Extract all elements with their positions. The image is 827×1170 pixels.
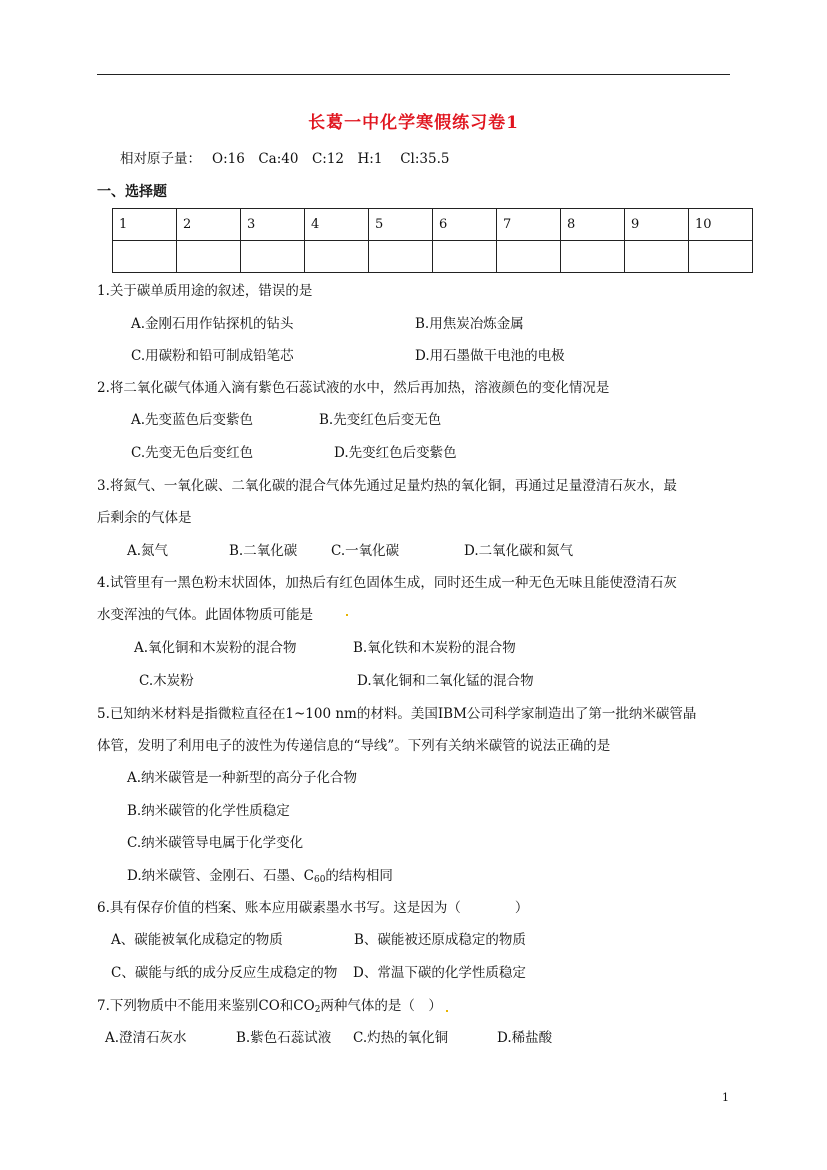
page-title: 长葛一中化学寒假练习卷1 [308,113,519,133]
q5-option-d-tail: 的结构相同 [325,868,393,884]
q5-option-b: B.纳米碳管的化学性质稳定 [127,803,290,819]
answer-cell[interactable] [241,241,305,273]
answer-number: 10 [689,209,753,241]
q4-stem-line1: 4.试管里有一黑色粉末状固体，加热后有红色固体生成，同时还生成一种无色无味且能使澄清石灰 [97,575,677,591]
stray-mark [346,614,348,616]
q7-option-d: D.稀盐酸 [497,1030,553,1046]
q7-option-a: A.澄清石灰水 [105,1030,187,1046]
q3-option-b: B.二氧化碳 [229,543,298,559]
q7-option-c: C.灼热的氧化铜 [353,1030,449,1046]
answer-cell[interactable] [369,241,433,273]
answer-cell[interactable] [305,241,369,273]
answer-cell[interactable] [497,241,561,273]
q6-option-d: D、常温下碳的化学性质稳定 [353,965,526,981]
q6-stem: 6.具有保存价值的档案、账本应用碳素墨水书写。这是因为（ ） [97,900,529,916]
answer-number: 7 [497,209,561,241]
answer-cell[interactable] [177,241,241,273]
q7-stem [97,996,442,1016]
atomic-mass-line: 相对原子量： O:16 Ca:40 C:12 H:1 Cl:35.5 [120,151,450,167]
q5-option-d-text: D.纳米碳管、金刚石、石墨、C [127,868,314,884]
q4-option-b: B.氧化铁和木炭粉的混合物 [353,640,516,656]
answer-table-number-row [113,209,753,241]
answer-cell[interactable] [561,241,625,273]
q3-stem-line1: 3.将氮气、一氧化碳、二氧化碳的混合气体先通过足量灼热的氧化铜，再通过足量澄清石灰水，最 [97,478,677,494]
q2-stem: 2.将二氧化碳气体通入滴有紫色石蕊试液的水中，然后再加热，溶液颜色的变化情况是 [97,380,610,396]
answer-table [112,208,753,273]
q7-stem-text: 7.下列物质中不能用来鉴别CO和CO [97,998,315,1014]
q4-stem-line2: 水变浑浊的气体。此固体物质可能是 [97,607,313,623]
q1-stem: 1.关于碳单质用途的叙述，错误的是 [97,283,313,299]
q1-option-c: C.用碳粉和铅可制成铅笔芯 [131,348,294,364]
q2-option-d: D.先变红色后变紫色 [334,445,457,461]
q3-option-c: C.一氧化碳 [331,543,400,559]
q5-option-a: A.纳米碳管是一种新型的高分子化合物 [127,770,358,786]
q1-option-a: A.金刚石用作钻探机的钻头 [131,316,294,332]
answer-number: 5 [369,209,433,241]
q7-stem-subscript: 2 [314,1005,321,1015]
q7-stem-tail: 两种气体的是（ ） [320,998,442,1014]
answer-number: 8 [561,209,625,241]
q5-stem-line1: 5.已知纳米材料是指微粒直径在1~100 nm的材料。美国IBM公司科学家制造出了第一批纳米碳管晶 [97,706,697,722]
section-heading: 一、选择题 [97,184,167,200]
stray-mark [446,1010,448,1012]
answer-cell[interactable] [113,241,177,273]
answer-table-blank-row [113,241,753,273]
answer-cell[interactable] [433,241,497,273]
page-number: 1 [722,1091,729,1104]
answer-number: 4 [305,209,369,241]
q6-option-c: C、碳能与纸的成分反应生成稳定的物 [111,965,338,981]
q5-option-d [127,866,393,886]
header-rule [97,74,730,75]
answer-cell[interactable] [689,241,753,273]
q2-option-c: C.先变无色后变红色 [131,445,254,461]
answer-number: 1 [113,209,177,241]
q3-option-a: A.氮气 [127,543,169,559]
answer-number: 2 [177,209,241,241]
q4-option-a: A.氧化铜和木炭粉的混合物 [134,640,297,656]
q7-option-b: B.紫色石蕊试液 [236,1030,332,1046]
q1-option-b: B.用焦炭冶炼金属 [415,316,524,332]
q2-option-b: B.先变红色后变无色 [319,412,442,428]
q3-stem-line2: 后剩余的气体是 [97,510,192,526]
q5-option-d-subscript: 60 [313,875,326,885]
answer-number: 3 [241,209,305,241]
q4-option-c: C.木炭粉 [139,673,194,689]
answer-number: 9 [625,209,689,241]
q1-option-d: D.用石墨做干电池的电极 [415,348,565,364]
answer-number: 6 [433,209,497,241]
q2-option-a: A.先变蓝色后变紫色 [131,412,254,428]
q5-option-c: C.纳米碳管导电属于化学变化 [127,835,304,851]
q6-option-b: B、碳能被还原成稳定的物质 [354,932,526,948]
q3-option-d: D.二氧化碳和氮气 [464,543,574,559]
q5-stem-line2: 体管，发明了利用电子的波性为传递信息的“导线”。下列有关纳米碳管的说法正确的是 [97,738,611,754]
q6-option-a: A、碳能被氧化成稳定的物质 [111,932,283,948]
q4-option-d: D.氧化铜和二氧化锰的混合物 [357,673,534,689]
answer-cell[interactable] [625,241,689,273]
